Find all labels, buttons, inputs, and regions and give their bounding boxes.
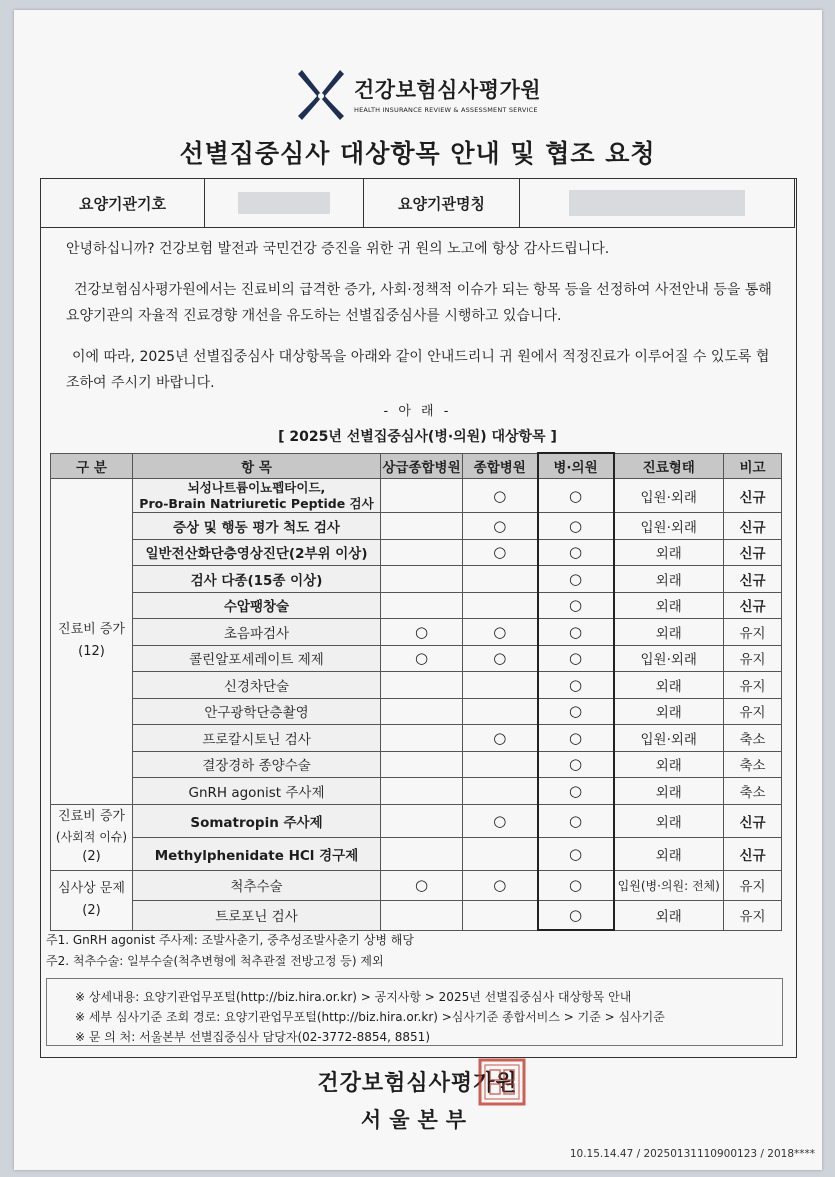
tertiary-cell: ○ (381, 619, 463, 646)
note-cell: 유지 (724, 870, 782, 900)
general-cell (463, 672, 538, 699)
item-cell: Somatropin 주사제 (133, 804, 381, 837)
general-cell (463, 778, 538, 805)
table-row (51, 778, 782, 805)
tertiary-cell (381, 479, 463, 513)
table-row (51, 870, 782, 900)
type-cell: 외래 (614, 900, 724, 930)
type-cell: 외래 (614, 672, 724, 699)
tertiary-cell (381, 513, 463, 540)
note-cell: 신규 (724, 804, 782, 837)
category-count: (12) (78, 644, 105, 660)
table-notes (46, 930, 414, 972)
item-name: 뇌성나트륨이뇨펩타이드, (187, 479, 326, 495)
footer-org-name: 건강보험심사평가원 (317, 1071, 518, 1096)
table-row (51, 837, 782, 870)
note-cell: 유지 (724, 672, 782, 699)
general-cell: ○ (463, 479, 538, 513)
tertiary-cell (381, 566, 463, 593)
type-cell: 외래 (614, 566, 724, 593)
item-cell: 초음파검사 (133, 619, 381, 646)
clinic-cell: ○ (538, 804, 614, 837)
table-row (51, 645, 782, 672)
general-cell (463, 698, 538, 725)
note-gnrh: 주1. GnRH agonist 주사제: 조발사춘기, 중추성조발사춘기 상병 해당 (46, 933, 414, 947)
type-cell: 외래 (614, 751, 724, 778)
table-row (51, 566, 782, 593)
table-header-row (51, 453, 782, 479)
type-cell: 외래 (614, 592, 724, 619)
header-type: 진료형태 (614, 453, 724, 479)
table-row (51, 725, 782, 752)
table-row (51, 672, 782, 699)
paragraph-greeting: 안녕하십니까? 건강보험 발전과 국민건강 증진을 위한 귀 원의 노고에 항상 감사드립니다. (66, 241, 610, 257)
category-cell (51, 804, 133, 870)
footer-branch: 서울본부 (360, 1108, 475, 1132)
general-cell: ○ (463, 804, 538, 837)
note-cell: 유지 (724, 900, 782, 930)
type-cell: 외래 (614, 778, 724, 805)
general-cell (463, 900, 538, 930)
tertiary-cell (381, 592, 463, 619)
clinic-cell: ○ (538, 698, 614, 725)
table-title: [ 2025년 선별집중심사(병·의원) 대상항목 ] (278, 429, 557, 445)
tertiary-cell: ○ (381, 645, 463, 672)
tertiary-cell (381, 751, 463, 778)
item-cell: 프로칼시토닌 검사 (133, 725, 381, 752)
category-count: (2) (82, 849, 101, 864)
note-cell: 신규 (724, 539, 782, 566)
header-general: 종합병원 (463, 453, 538, 479)
table-row (51, 900, 782, 930)
clinic-cell: ○ (538, 645, 614, 672)
note-cell: 신규 (724, 837, 782, 870)
table-row (51, 619, 782, 646)
item-cell: Methylphenidate HCl 경구제 (133, 837, 381, 870)
note-cell: 유지 (724, 698, 782, 725)
institution-code-label: 요양기관기호 (41, 179, 205, 227)
item-cell: 수압팽창술 (133, 592, 381, 619)
general-cell: ○ (463, 725, 538, 752)
type-cell: 입원·외래 (614, 513, 724, 540)
paragraph-request: 이에 따라, 2025년 선별집중심사 대상항목을 아래와 같이 안내드리니 귀 원에서 적정진료가 이루어질 수 있도록 협조하여 주시기 바랍니다. (66, 349, 770, 391)
clinic-cell: ○ (538, 672, 614, 699)
header-note: 비고 (724, 453, 782, 479)
info-criteria-path: ※ 세부 심사기준 조회 경로: 요양기관업무포털(http://biz.hira.or.kr) >심사기준 종합서비스 > 기준 > 심사기준 (75, 1010, 665, 1024)
table-row (51, 592, 782, 619)
table-row (51, 804, 782, 837)
clinic-cell: ○ (538, 619, 614, 646)
table-row (51, 479, 782, 513)
org-name-english: HEALTH INSURANCE REVIEW & ASSESSMENT SERVICE (354, 106, 538, 114)
note-spine: 주2. 척추수술: 일부수술(척추변형에 척추관절 전방고정 등) 제외 (46, 954, 384, 968)
table-row (51, 698, 782, 725)
header-item: 항 목 (133, 453, 381, 479)
paragraph-purpose: 건강보험심사평가원에서는 진료비의 급격한 증가, 사회·정책적 이슈가 되는 항목 등을 선정하여 사전안내 등을 통해 요양기관의 자율적 진료경향 개선을 유도하는 선별집중심사를 시행하고 있습니다. (66, 282, 772, 324)
item-cell: 결장경하 종양수술 (133, 751, 381, 778)
clinic-cell: ○ (538, 751, 614, 778)
clinic-cell: ○ (538, 592, 614, 619)
item-cell: 척추수술 (133, 870, 381, 900)
item-cell: GnRH agonist 주사제 (133, 778, 381, 805)
general-cell (463, 592, 538, 619)
tertiary-cell (381, 837, 463, 870)
institution-row (40, 178, 795, 228)
item-cell: 검사 다종(15종 이상) (133, 566, 381, 593)
tertiary-cell (381, 900, 463, 930)
redacted-code (238, 192, 330, 214)
clinic-cell: ○ (538, 539, 614, 566)
clinic-cell: ○ (538, 725, 614, 752)
org-logo (296, 66, 541, 122)
note-cell: 신규 (724, 592, 782, 619)
note-cell: 신규 (724, 513, 782, 540)
clinic-cell: ○ (538, 900, 614, 930)
note-cell: 축소 (724, 778, 782, 805)
info-box (46, 978, 783, 1046)
type-cell: 외래 (614, 804, 724, 837)
category-cell (51, 479, 133, 805)
general-cell: ○ (463, 619, 538, 646)
category-count: (2) (82, 903, 101, 918)
item-cell: 신경차단술 (133, 672, 381, 699)
org-logo-icon (296, 66, 346, 122)
general-cell: ○ (463, 645, 538, 672)
note-cell: 유지 (724, 619, 782, 646)
type-cell: 입원·외래 (614, 479, 724, 513)
header-category: 구 분 (51, 453, 133, 479)
general-cell: ○ (463, 539, 538, 566)
table-row (51, 513, 782, 540)
tertiary-cell (381, 804, 463, 837)
type-cell: 외래 (614, 837, 724, 870)
section-separator: - 아 래 - (383, 404, 452, 419)
note-cell: 축소 (724, 725, 782, 752)
type-cell: 입원·외래 (614, 645, 724, 672)
item-cell (133, 479, 381, 513)
item-name-eng: Pro-Brain Natriuretic Peptide 검사 (139, 495, 374, 511)
note-cell: 축소 (724, 751, 782, 778)
note-cell: 유지 (724, 645, 782, 672)
clinic-cell: ○ (538, 870, 614, 900)
document-title: 선별집중심사 대상항목 안내 및 협조 요청 (179, 139, 656, 168)
header-tertiary: 상급종합병원 (381, 453, 463, 479)
general-cell (463, 566, 538, 593)
category-label: 심사상 문제 (58, 881, 125, 896)
official-seal-icon (478, 1058, 526, 1106)
institution-name-value (520, 179, 794, 227)
category-label: 진료비 증가 (58, 809, 125, 824)
tertiary-cell: ○ (381, 870, 463, 900)
type-cell: 입원(병·의원: 전체) (614, 870, 724, 900)
category-cell (51, 870, 133, 930)
general-cell (463, 751, 538, 778)
clinic-cell: ○ (538, 479, 614, 513)
clinic-cell: ○ (538, 513, 614, 540)
general-cell: ○ (463, 513, 538, 540)
tertiary-cell (381, 539, 463, 566)
info-contact: ※ 문 의 처: 서울본부 선별집중심사 담당자(02-3772-8854, 8851) (75, 1030, 430, 1044)
type-cell: 외래 (614, 698, 724, 725)
tertiary-cell (381, 698, 463, 725)
info-details: ※ 상세내용: 요양기관업무포털(http://biz.hira.or.kr) > 공지사항 > 2025년 선별집중심사 대상항목 안내 (75, 990, 632, 1004)
clinic-cell: ○ (538, 837, 614, 870)
item-cell: 안구광학단층촬영 (133, 698, 381, 725)
table-row (51, 751, 782, 778)
institution-name-label: 요양기관명칭 (364, 179, 520, 227)
body-text (66, 236, 778, 396)
tertiary-cell (381, 672, 463, 699)
type-cell: 외래 (614, 539, 724, 566)
document-stamp-code: 10.15.14.47 / 20250131110900123 / 2018**** (569, 1148, 815, 1160)
item-cell: 일반전산화단층영상진단(2부위 이상) (133, 539, 381, 566)
clinic-cell: ○ (538, 778, 614, 805)
type-cell: 입원·외래 (614, 725, 724, 752)
general-cell: ○ (463, 870, 538, 900)
item-cell: 증상 및 행동 평가 척도 검사 (133, 513, 381, 540)
type-cell: 외래 (614, 619, 724, 646)
tertiary-cell (381, 725, 463, 752)
institution-code-value (205, 179, 364, 227)
tertiary-cell (381, 778, 463, 805)
header-clinic: 병·의원 (538, 453, 614, 479)
item-cell: 트로포닌 검사 (133, 900, 381, 930)
note-cell: 신규 (724, 566, 782, 593)
target-items-table (50, 452, 782, 931)
note-cell: 신규 (724, 479, 782, 513)
org-name: 건강보험심사평가원 (354, 78, 542, 102)
item-cell: 콜린알포세레이트 제제 (133, 645, 381, 672)
category-sublabel: (사회적 이슈) (55, 830, 128, 844)
category-label: 진료비 증가 (58, 622, 125, 638)
table-row (51, 539, 782, 566)
general-cell (463, 837, 538, 870)
redacted-name (569, 190, 745, 216)
clinic-cell: ○ (538, 566, 614, 593)
